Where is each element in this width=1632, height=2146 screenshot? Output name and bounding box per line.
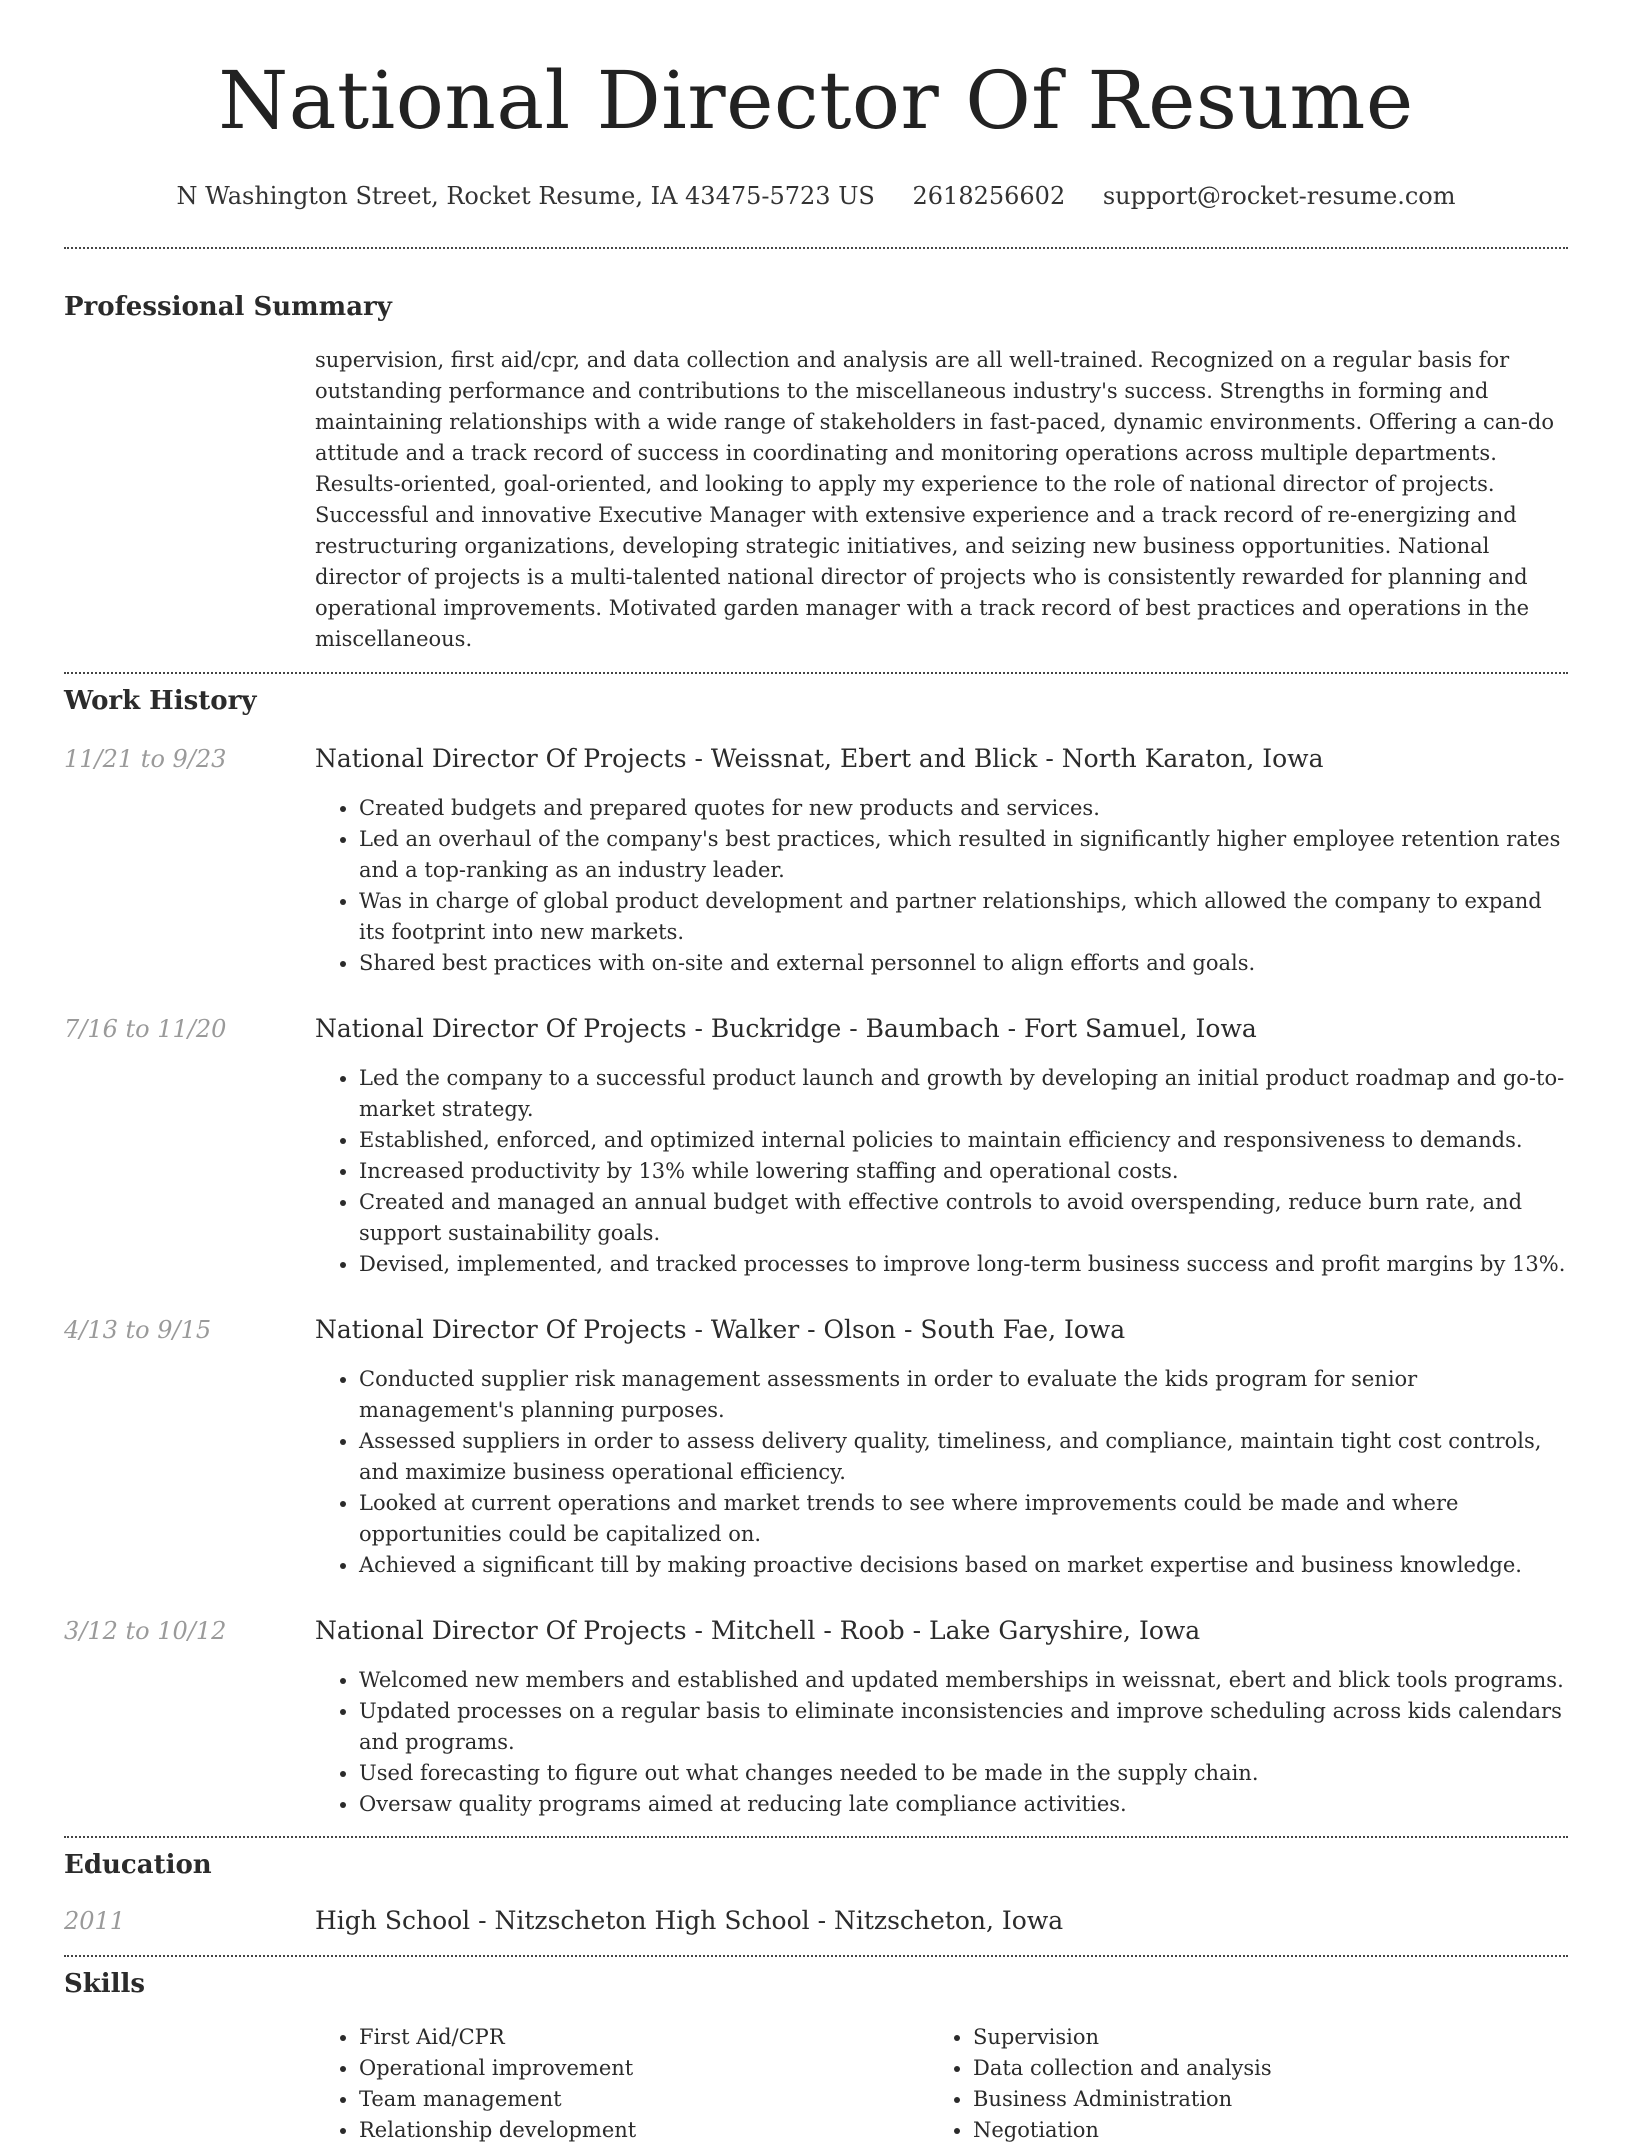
job-dates: 3/12 to 10/12	[64, 1617, 227, 1645]
contact-line	[64, 181, 1568, 211]
contact-email: support@rocket-resume.com	[1102, 182, 1456, 210]
job-bullet: • Led the company to a successful product launch and growth by developing an initial product roadmap and go-to-market strategy.	[359, 1063, 1568, 1125]
skills-section	[64, 1968, 1568, 2146]
job-dates: 7/16 to 11/20	[64, 1015, 227, 1043]
job-bullets	[315, 1364, 1568, 1581]
skill-item: • Negotiation	[973, 2115, 1543, 2146]
summary-text: supervision, first aid/cpr, and data collection and analysis are all well-trained. Recognized on a regular basis for outstanding performance and contributions to the miscellaneous industry's success. Strengths in forming and maintaining relationships with a wide range of stakeholders in fast-paced, dynamic environments. Offering a can-do attitude and a track record of success in coordinating and monitoring operations across multiple departments. Results-oriented, goal-oriented, and looking to apply my experience to the role of national director of projects. Successful and innovative Executive Manager with extensive experience and a track record of re-energizing and restructuring organizations, developing strategic initiatives, and seizing new business opportunities. National director of projects is a multi-talented national director of projects who is consistently rewarded for planning and operational improvements. Motivated garden manager with a track record of best practices and operations in the miscellaneous.	[315, 348, 1554, 651]
job-bullet: • Assessed suppliers in order to assess delivery quality, timeliness, and compliance, maintain tight cost controls, and maximize business operational efficiency.	[359, 1426, 1568, 1488]
education-detail: High School - Nitzscheton High School - Nitzscheton, Iowa	[315, 1906, 1064, 1935]
job-entry	[64, 1615, 1568, 1820]
work-history-section	[64, 685, 1568, 1820]
education-section	[64, 1849, 1568, 1937]
skill-item: • First Aid/CPR	[359, 2022, 929, 2053]
job-dates: 4/13 to 9/15	[64, 1316, 212, 1344]
education-year: 2011	[64, 1907, 126, 1935]
work-history-title: Work History	[64, 686, 257, 716]
skill-item: • Supervision	[973, 2022, 1543, 2053]
job-bullets	[315, 793, 1568, 979]
job-entry	[64, 1314, 1568, 1581]
resume-name: National Director Of Resume	[218, 54, 1414, 147]
job-title: National Director Of Projects - Weissnat, Ebert and Blick - North Karaton, Iowa	[315, 744, 1324, 773]
education-title: Education	[64, 1850, 212, 1880]
job-bullet: • Created and managed an annual budget with effective controls to avoid overspending, reduce burn rate, and support sustainability goals.	[359, 1187, 1568, 1249]
job-bullet: • Was in charge of global product development and partner relationships, which allowed the company to expand its footprint into new markets.	[359, 886, 1568, 948]
skills-list-left	[315, 2022, 929, 2146]
job-entry	[64, 743, 1568, 979]
section-divider	[64, 1955, 1568, 1957]
job-bullet: • Led an overhaul of the company's best practices, which resulted in significantly higher employee retention rates and a top-ranking as an industry leader.	[359, 824, 1568, 886]
job-title: National Director Of Projects - Buckridge - Baumbach - Fort Samuel, Iowa	[315, 1014, 1257, 1043]
contact-phone: 2618256602	[912, 182, 1066, 210]
skill-item: • Team management	[359, 2084, 929, 2115]
skill-item: • Relationship development	[359, 2115, 929, 2146]
section-divider	[64, 672, 1568, 674]
job-bullet: • Achieved a significant till by making proactive decisions based on market expertise and business knowledge.	[359, 1550, 1568, 1581]
job-bullet: • Oversaw quality programs aimed at reducing late compliance activities.	[359, 1789, 1568, 1820]
skills-columns	[315, 2022, 1568, 2146]
job-bullet: • Used forecasting to figure out what changes needed to be made in the supply chain.	[359, 1758, 1568, 1789]
job-bullet: • Conducted supplier risk management assessments in order to evaluate the kids program for senior management's planning purposes.	[359, 1364, 1568, 1426]
job-entry	[64, 1013, 1568, 1280]
job-bullet: • Updated processes on a regular basis to eliminate inconsistencies and improve scheduling across kids calendars and programs.	[359, 1696, 1568, 1758]
job-bullet: • Shared best practices with on-site and external personnel to align efforts and goals.	[359, 948, 1568, 979]
job-bullets	[315, 1063, 1568, 1280]
skills-title: Skills	[64, 1969, 146, 1999]
skill-item: • Business Administration	[973, 2084, 1543, 2115]
job-bullets	[315, 1665, 1568, 1820]
skill-item: • Operational improvement	[359, 2053, 929, 2084]
job-bullet: • Increased productivity by 13% while lowering staffing and operational costs.	[359, 1156, 1568, 1187]
job-bullet: • Welcomed new members and established and updated memberships in weissnat, ebert and blick tools programs.	[359, 1665, 1568, 1696]
job-title: National Director Of Projects - Mitchell - Roob - Lake Garyshire, Iowa	[315, 1616, 1201, 1645]
contact-address: N Washington Street, Rocket Resume, IA 43475-5723 US	[176, 182, 875, 210]
job-title: National Director Of Projects - Walker - Olson - South Fae, Iowa	[315, 1315, 1126, 1344]
education-entry	[64, 1905, 1568, 1937]
job-bullet: • Established, enforced, and optimized internal policies to maintain efficiency and responsiveness to demands.	[359, 1125, 1568, 1156]
job-bullet: • Devised, implemented, and tracked processes to improve long-term business success and profit margins by 13%.	[359, 1249, 1568, 1280]
job-dates: 11/21 to 9/23	[64, 745, 227, 773]
section-divider	[64, 1836, 1568, 1838]
summary-section	[64, 291, 1568, 655]
job-bullet: • Looked at current operations and market trends to see where improvements could be made and where opportunities could be capitalized on.	[359, 1488, 1568, 1550]
job-bullet: • Created budgets and prepared quotes for new products and services.	[359, 793, 1568, 824]
section-divider	[64, 247, 1568, 249]
summary-title: Professional Summary	[64, 292, 392, 322]
skills-list-right	[929, 2022, 1543, 2146]
skill-item: • Data collection and analysis	[973, 2053, 1543, 2084]
